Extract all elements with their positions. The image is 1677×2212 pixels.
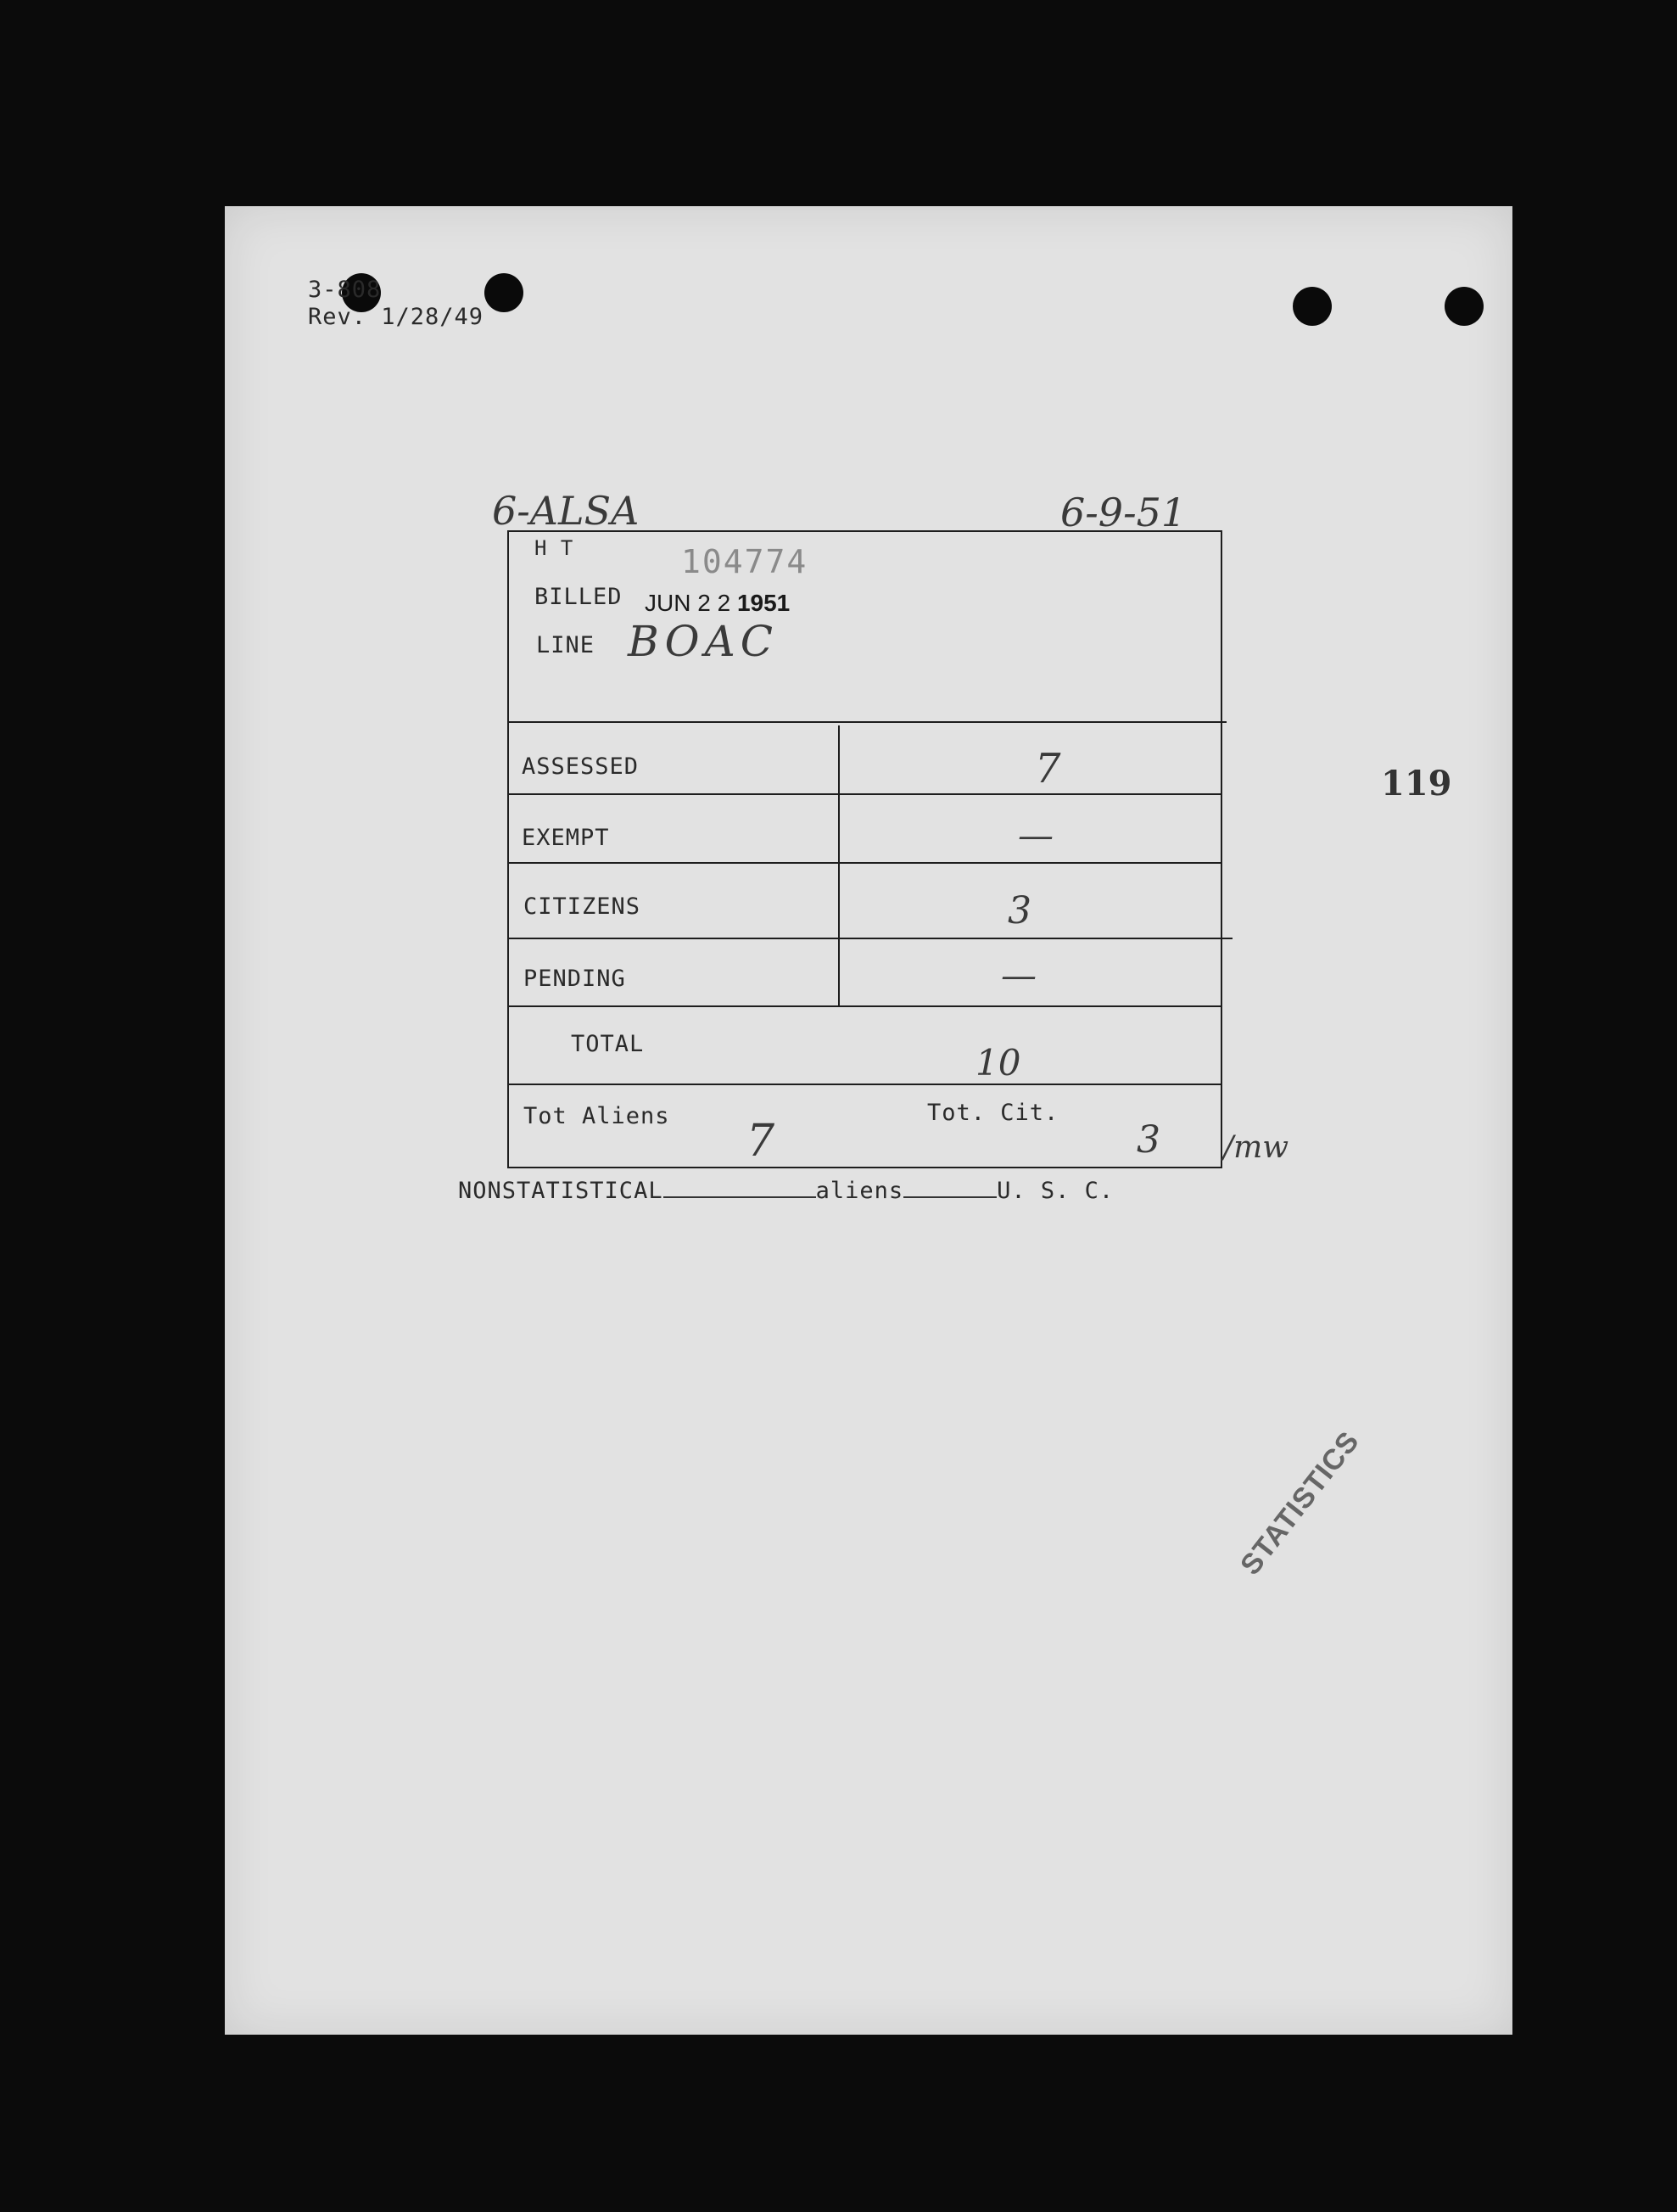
nonstatistical-label: NONSTATISTICAL <box>458 1178 663 1204</box>
line-value: BOAC <box>628 617 779 666</box>
rule-row-2 <box>507 862 1222 864</box>
summary-box <box>507 530 1222 1168</box>
statistics-stamp: STATISTICS <box>1234 1425 1367 1582</box>
punch-hole-2 <box>484 273 523 312</box>
row-value-exempt: — <box>1018 815 1054 856</box>
tot-aliens-value: 7 <box>746 1116 775 1167</box>
initials: /mw <box>1223 1130 1289 1165</box>
form-number: 3-808 <box>308 277 382 303</box>
aliens-blank <box>663 1196 816 1198</box>
handwritten-date: 6-9-51 <box>1060 490 1187 535</box>
rule-row-3 <box>507 938 1233 939</box>
row-label-pending: PENDING <box>523 966 626 992</box>
page-number: 119 <box>1381 764 1452 804</box>
row-value-assessed: 7 <box>1035 745 1061 792</box>
rule-row-1 <box>507 793 1222 795</box>
usc-blank <box>903 1196 997 1198</box>
aliens-label: aliens <box>815 1178 904 1204</box>
form-revision: Rev. 1/28/49 <box>308 304 484 330</box>
tot-aliens-label: Tot Aliens <box>523 1103 670 1129</box>
usc-label: U. S. C. <box>997 1178 1115 1204</box>
handwritten-code: 6-ALSA <box>492 488 640 534</box>
billed-date-year: 1951 <box>736 590 791 616</box>
tot-cit-label: Tot. Cit. <box>927 1100 1059 1126</box>
row-label-assessed: ASSESSED <box>522 753 640 780</box>
row-value-pending: — <box>1001 955 1037 996</box>
billed-date-month-day: JUN 2 2 <box>645 590 731 616</box>
rule-row-4 <box>507 1005 1222 1007</box>
rule-header <box>507 721 1227 723</box>
row-value-citizens: 3 <box>1008 889 1031 932</box>
billed-date <box>645 590 790 617</box>
billed-label: BILLED <box>534 584 623 610</box>
ht-label: H T <box>534 536 574 560</box>
nonstatistical-line <box>458 1178 1114 1204</box>
stamp-number: 104774 <box>681 543 808 580</box>
total-value: 10 <box>975 1042 1021 1084</box>
tot-cit-value: 3 <box>1137 1118 1160 1162</box>
total-label: TOTAL <box>571 1031 645 1057</box>
punch-hole-3 <box>1293 287 1332 326</box>
punch-hole-4 <box>1445 287 1484 326</box>
rule-total <box>507 1084 1222 1085</box>
line-label: LINE <box>536 632 595 658</box>
row-label-exempt: EXEMPT <box>522 825 610 851</box>
column-divider <box>838 725 840 1005</box>
row-label-citizens: CITIZENS <box>523 893 641 920</box>
